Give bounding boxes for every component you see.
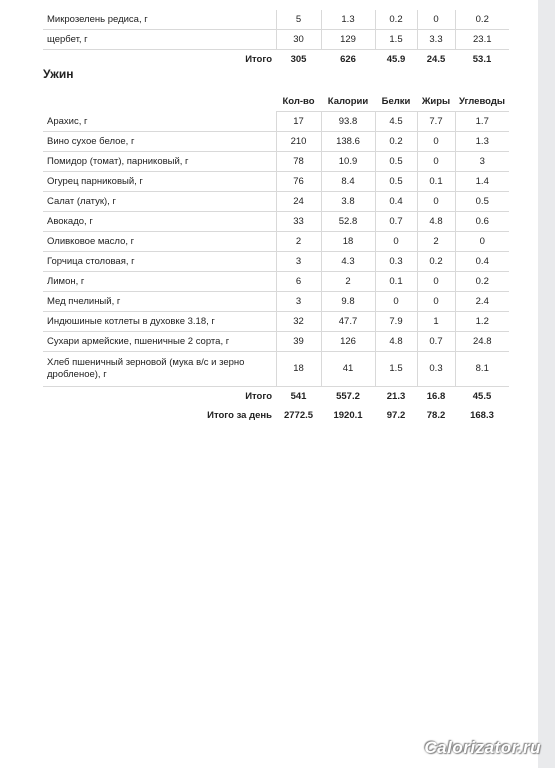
qty-cell: 3 [276, 292, 321, 312]
carbs-cell: 1.3 [455, 132, 509, 152]
protein-cell: 0.3 [375, 252, 417, 272]
table-row [43, 192, 509, 212]
calories-cell: 18 [321, 232, 375, 252]
total-label: Итого [245, 54, 272, 65]
fat-total: 16.8 [426, 391, 446, 402]
calories-cell: 1.3 [321, 10, 375, 30]
calories-cell: 8.4 [321, 172, 375, 192]
total-label: Итого [245, 391, 272, 402]
food-name: Горчица столовая, г [43, 252, 276, 272]
calories-cell: 3.8 [321, 192, 375, 212]
qty-total: 541 [290, 391, 307, 402]
section-title-dinner: Ужин [43, 67, 74, 81]
header-calories: Калории [321, 92, 375, 112]
protein-total: 21.3 [386, 391, 406, 402]
fat-cell: 1 [417, 312, 455, 332]
qty-cell: 39 [276, 332, 321, 352]
table-row [43, 312, 509, 332]
carbs-cell: 0.4 [455, 252, 509, 272]
food-name: Сухари армейские, пшеничные 2 сорта, г [43, 332, 276, 352]
table-row [43, 10, 509, 30]
header-empty [43, 92, 276, 112]
carbs-cell: 23.1 [455, 30, 509, 50]
food-name: Салат (латук), г [43, 192, 276, 212]
carbs-total: 53.1 [472, 54, 492, 65]
day-total-label: Итого за день [207, 410, 272, 421]
calories-total: 557.2 [336, 391, 360, 402]
table-row [43, 332, 509, 352]
protein-cell: 7.9 [375, 312, 417, 332]
qty-total: 305 [290, 54, 307, 65]
protein-cell: 1.5 [375, 352, 417, 387]
protein-cell: 1.5 [375, 30, 417, 50]
header-qty: Кол-во [276, 92, 321, 112]
protein-cell: 0.7 [375, 212, 417, 232]
qty-cell: 76 [276, 172, 321, 192]
food-name: Арахис, г [43, 112, 276, 132]
protein-total: 45.9 [386, 54, 406, 65]
carbs-cell: 24.8 [455, 332, 509, 352]
fat-cell: 0 [417, 192, 455, 212]
food-name: Оливковое масло, г [43, 232, 276, 252]
protein-cell: 4.8 [375, 332, 417, 352]
fat-cell: 0 [417, 272, 455, 292]
qty-cell: 6 [276, 272, 321, 292]
food-name: Микрозелень редиса, г [43, 10, 276, 30]
fat-cell: 4.8 [417, 212, 455, 232]
calories-cell: 93.8 [321, 112, 375, 132]
qty-cell: 5 [276, 10, 321, 30]
table-row [43, 30, 509, 50]
table-row [43, 112, 509, 132]
protein-day-total: 97.2 [386, 410, 406, 421]
page-scrollbar[interactable] [538, 0, 555, 768]
calories-cell: 138.6 [321, 132, 375, 152]
qty-cell: 30 [276, 30, 321, 50]
qty-cell: 2 [276, 232, 321, 252]
table-row [43, 252, 509, 272]
carbs-cell: 8.1 [455, 352, 509, 387]
qty-cell: 3 [276, 252, 321, 272]
fat-cell: 0 [417, 292, 455, 312]
qty-cell: 32 [276, 312, 321, 332]
food-name: Помидор (томат), парниковый, г [43, 152, 276, 172]
calories-cell: 41 [321, 352, 375, 387]
protein-cell: 0.5 [375, 172, 417, 192]
food-name: Индюшиные котлеты в духовке 3.18, г [43, 312, 276, 332]
protein-cell: 0 [375, 232, 417, 252]
protein-cell: 0.5 [375, 152, 417, 172]
protein-cell: 0.2 [375, 10, 417, 30]
carbs-cell: 1.2 [455, 312, 509, 332]
calories-cell: 10.9 [321, 152, 375, 172]
fat-cell: 0.7 [417, 332, 455, 352]
carbs-day-total: 168.3 [470, 410, 494, 421]
fat-total: 24.5 [426, 54, 446, 65]
total-row [43, 387, 509, 407]
calories-cell: 47.7 [321, 312, 375, 332]
fat-cell: 3.3 [417, 30, 455, 50]
qty-cell: 17 [276, 112, 321, 132]
qty-cell: 24 [276, 192, 321, 212]
carbs-cell: 0.2 [455, 272, 509, 292]
fat-cell: 0 [417, 132, 455, 152]
qty-cell: 78 [276, 152, 321, 172]
fat-cell: 0 [417, 152, 455, 172]
header-row [43, 92, 509, 112]
dinner-table [43, 92, 509, 425]
protein-cell: 0 [375, 292, 417, 312]
calories-cell: 129 [321, 30, 375, 50]
food-name: Вино сухое белое, г [43, 132, 276, 152]
fat-cell: 7.7 [417, 112, 455, 132]
carbs-cell: 0.5 [455, 192, 509, 212]
food-name: щербет, г [43, 30, 276, 50]
food-name: Авокадо, г [43, 212, 276, 232]
protein-cell: 0.1 [375, 272, 417, 292]
header-protein: Белки [375, 92, 417, 112]
table-row [43, 272, 509, 292]
fat-cell: 2 [417, 232, 455, 252]
table-row [43, 232, 509, 252]
food-name: Лимон, г [43, 272, 276, 292]
table-row [43, 132, 509, 152]
protein-cell: 4.5 [375, 112, 417, 132]
calories-cell: 126 [321, 332, 375, 352]
fat-cell: 0.2 [417, 252, 455, 272]
carbs-cell: 2.4 [455, 292, 509, 312]
qty-cell: 210 [276, 132, 321, 152]
calories-cell: 2 [321, 272, 375, 292]
carbs-cell: 1.4 [455, 172, 509, 192]
food-name: Мед пчелиный, г [43, 292, 276, 312]
header-fat: Жиры [417, 92, 455, 112]
fat-day-total: 78.2 [426, 410, 446, 421]
fat-cell: 0.1 [417, 172, 455, 192]
total-row [43, 50, 509, 70]
carbs-cell: 1.7 [455, 112, 509, 132]
calories-cell: 4.3 [321, 252, 375, 272]
calories-cell: 9.8 [321, 292, 375, 312]
qty-day-total: 2772.5 [283, 410, 314, 421]
qty-cell: 18 [276, 352, 321, 387]
day-total-row [43, 406, 509, 425]
fat-cell: 0.3 [417, 352, 455, 387]
table-row [43, 212, 509, 232]
carbs-cell: 0.2 [455, 10, 509, 30]
header-carbs: Углеводы [455, 92, 509, 112]
qty-cell: 33 [276, 212, 321, 232]
carbs-cell: 3 [455, 152, 509, 172]
calories-total: 626 [340, 54, 356, 65]
carbs-cell: 0.6 [455, 212, 509, 232]
protein-cell: 0.2 [375, 132, 417, 152]
fat-cell: 0 [417, 10, 455, 30]
food-name: Огурец парниковый, г [43, 172, 276, 192]
lunch-table-fragment [43, 10, 509, 69]
carbs-total: 45.5 [472, 391, 492, 402]
table-row [43, 292, 509, 312]
carbs-cell: 0 [455, 232, 509, 252]
watermark-logo: Calorizator.ru [424, 738, 541, 757]
protein-cell: 0.4 [375, 192, 417, 212]
calories-day-total: 1920.1 [333, 410, 363, 421]
table-row [43, 352, 509, 387]
food-name: Хлеб пшеничный зерновой (мука в/с и зерно дробленое), г [43, 352, 276, 387]
table-row [43, 152, 509, 172]
calories-cell: 52.8 [321, 212, 375, 232]
table-row [43, 172, 509, 192]
